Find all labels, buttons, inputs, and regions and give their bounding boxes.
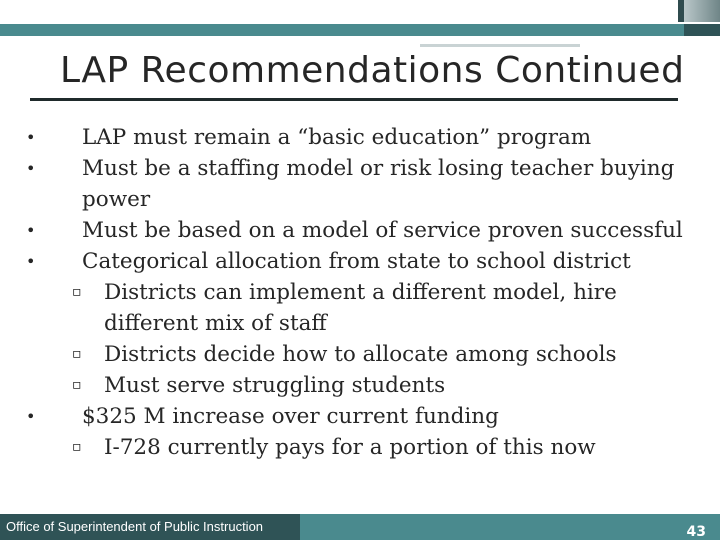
page-number: 43 xyxy=(686,524,706,540)
bullet-marker: • xyxy=(26,159,36,178)
bullet-item xyxy=(20,122,700,153)
sub-bullet-marker: ▫ xyxy=(72,284,82,300)
top-band xyxy=(0,0,720,22)
top-corner-gradient xyxy=(684,0,720,22)
bullet-text: LAP must remain a “basic education” program xyxy=(82,125,592,150)
title-underline xyxy=(30,98,678,101)
top-stripe xyxy=(0,24,720,36)
bullet-marker: • xyxy=(26,128,36,147)
slide-title: LAP Recommendations Continued xyxy=(60,50,685,91)
sub-bullet-text: I-728 currently pays for a portion of this now xyxy=(104,435,596,460)
top-stripe-accent xyxy=(684,24,720,36)
bullet-list xyxy=(20,122,700,463)
sub-bullet-item xyxy=(20,339,700,370)
sub-bullet-item xyxy=(20,370,700,401)
bullet-text: Must be based on a model of service proven successful xyxy=(82,218,683,243)
bullet-item xyxy=(20,215,700,246)
bullet-text: Categorical allocation from state to school district xyxy=(82,249,631,274)
bullet-item xyxy=(20,153,700,215)
sub-bullet-text: Must serve struggling students xyxy=(104,373,446,398)
sub-bullet-item xyxy=(20,277,700,339)
bullet-text: Must be a staffing model or risk losing teacher buying power xyxy=(82,156,675,212)
decorative-rule xyxy=(420,44,580,47)
sub-bullet-marker: ▫ xyxy=(72,439,82,455)
footer-organization: Office of Superintendent of Public Instruction xyxy=(6,519,264,534)
bullet-marker: • xyxy=(26,252,36,271)
sub-bullet-marker: ▫ xyxy=(72,346,82,362)
sub-bullet-marker: ▫ xyxy=(72,377,82,393)
sub-bullet-text: Districts can implement a different model, hire different mix of staff xyxy=(104,280,617,336)
bullet-marker: • xyxy=(26,407,36,426)
sub-bullet-text: Districts decide how to allocate among schools xyxy=(104,342,617,367)
bullet-item xyxy=(20,401,700,432)
bullet-marker: • xyxy=(26,221,36,240)
bullet-item xyxy=(20,246,700,277)
sub-bullet-item xyxy=(20,432,700,463)
bullet-text: $325 M increase over current funding xyxy=(82,404,499,429)
